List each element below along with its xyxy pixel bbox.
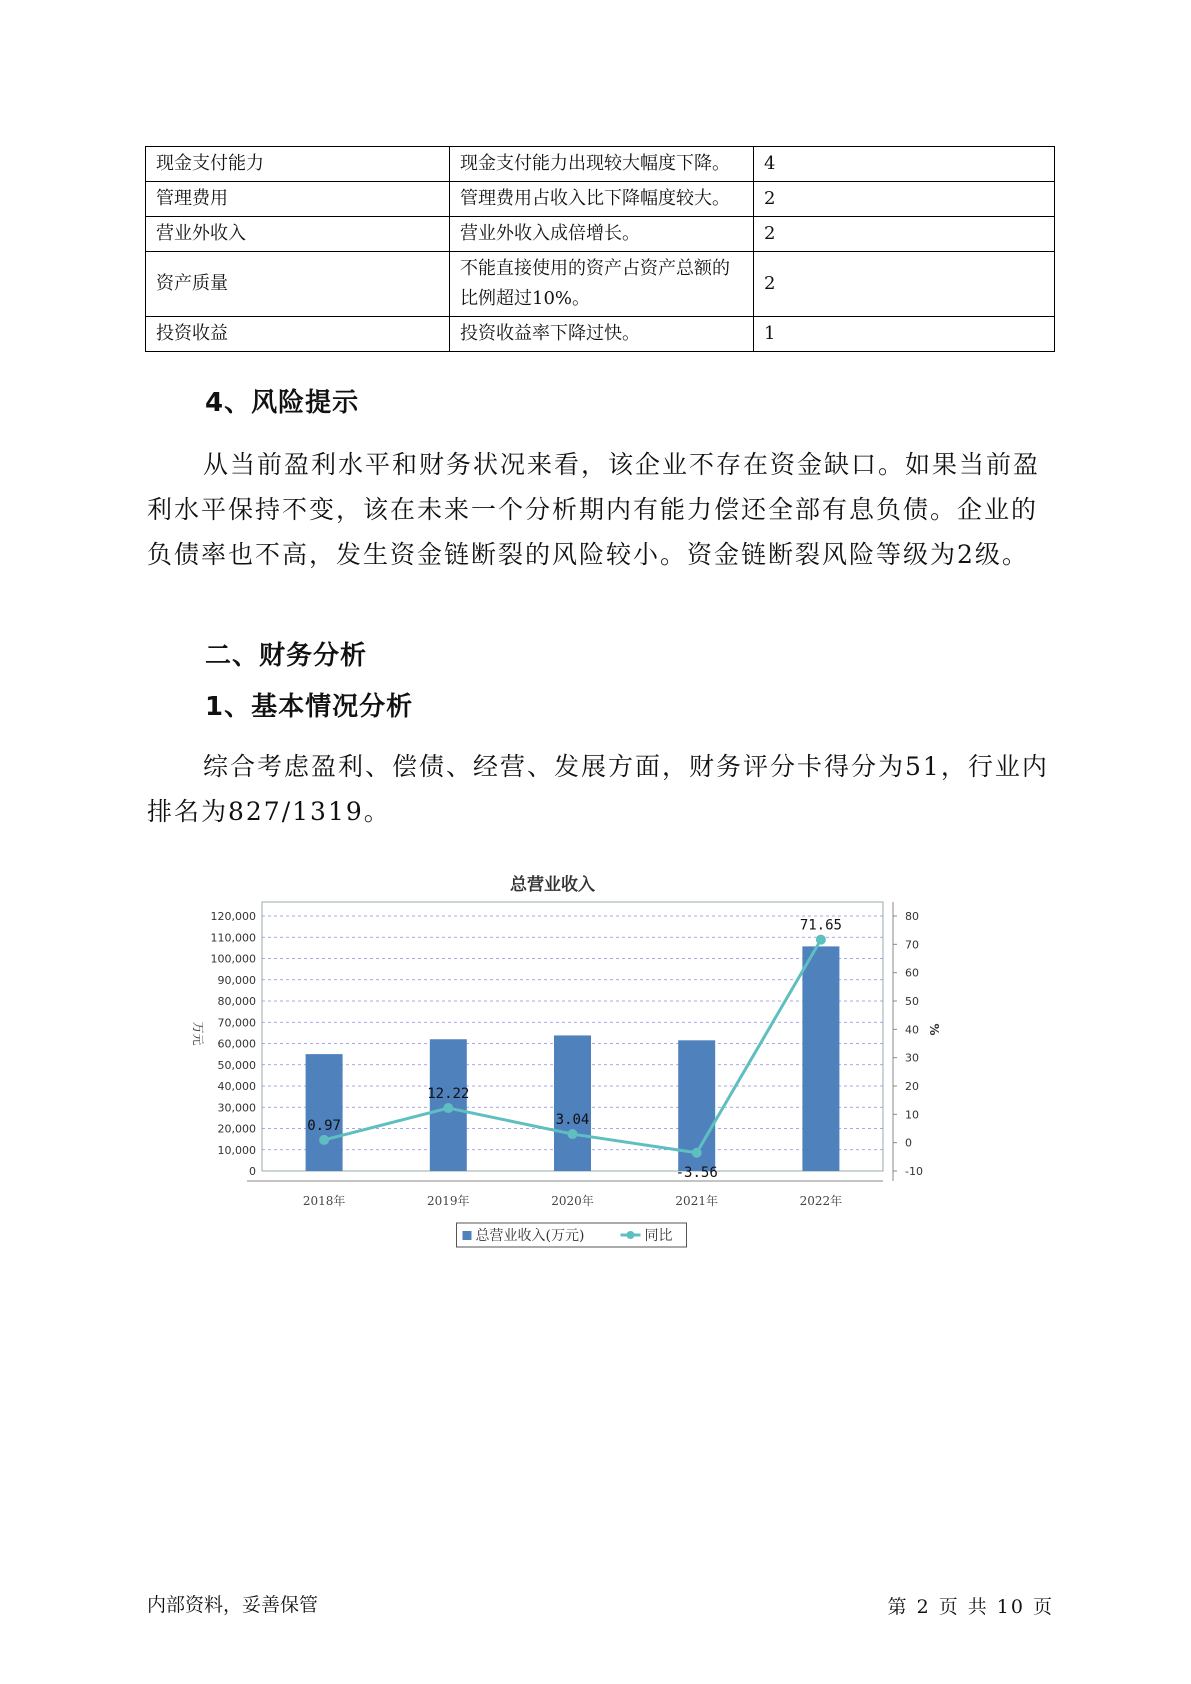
y2-tick-label: 70: [905, 938, 919, 952]
legend-bar-label: 总营业收入(万元): [475, 1228, 585, 1244]
risk-item: 现金支付能力: [146, 147, 450, 182]
y-tick-label: 90,000: [217, 973, 256, 987]
yoy-data-label: 3.04: [555, 1112, 590, 1129]
legend-line-label: 同比: [644, 1228, 673, 1244]
table-row: [146, 317, 1055, 352]
y-tick-label: 60,000: [217, 1037, 256, 1051]
risk-description: 管理费用占收入比下降幅度较大。: [450, 182, 754, 217]
risk-description: 现金支付能力出现较大幅度下降。: [450, 147, 754, 182]
revenue-chart: [180, 860, 1040, 1320]
basic-analysis-heading: 1、基本情况分析: [205, 692, 414, 722]
risk-description: 投资收益率下降过快。: [450, 317, 754, 352]
yoy-point: [319, 1135, 329, 1145]
yoy-data-label: 12.22: [427, 1086, 470, 1103]
risk-factor-table: [145, 146, 1055, 352]
y-tick-label: 70,000: [217, 1016, 256, 1030]
risk-description: 不能直接使用的资产占资产总额的比例超过10%。: [450, 252, 754, 317]
revenue-chart-svg: [180, 860, 1040, 1320]
y-tick-label: 10,000: [217, 1143, 256, 1157]
y2-tick-label: -10: [905, 1165, 923, 1178]
y-tick-label: 0: [249, 1165, 256, 1178]
chart-title: 总营业收入: [510, 875, 595, 895]
yoy-data-label: 0.97: [307, 1117, 341, 1134]
yoy-data-label: -3.56: [675, 1164, 718, 1181]
risk-description: 营业外收入成倍增长。: [450, 217, 754, 252]
yoy-point: [816, 935, 826, 945]
footer-page-number: 第 2 页 共 10 页: [887, 1596, 1054, 1618]
y-axis-label: 万元: [191, 1021, 205, 1046]
x-tick-label: 2021年: [675, 1194, 718, 1208]
x-tick-label: 2019年: [427, 1194, 470, 1208]
risk-paragraph: 从当前盈利水平和财务状况来看，该企业不存在资金缺口。如果当前盈利水平保持不变，该在未来一个分析期内有能力偿还全部有息负债。企业的负债率也不高，发生资金链断裂的风险较小。资金链断裂风险等级为2级。: [147, 450, 1041, 569]
y-tick-label: 50,000: [217, 1058, 256, 1072]
y-tick-label: 40,000: [217, 1080, 256, 1093]
y2-tick-label: 0: [905, 1136, 912, 1150]
y-tick-label: 20,000: [217, 1122, 256, 1136]
y2-tick-label: 80: [905, 910, 919, 923]
bar: [306, 1054, 343, 1171]
yoy-point: [443, 1103, 453, 1113]
bar: [554, 1035, 591, 1171]
legend-bar-swatch: [463, 1231, 472, 1240]
y-tick-label: 80,000: [217, 995, 256, 1008]
yoy-data-label: 71.65: [799, 917, 842, 934]
risk-item: 管理费用: [146, 182, 450, 217]
legend-line-marker: [627, 1231, 635, 1239]
y2-axis-label: %: [927, 1023, 941, 1036]
table-row: [146, 182, 1055, 217]
y-tick-label: 120,000: [210, 910, 256, 923]
risk-item: 资产质量: [146, 252, 450, 317]
y2-tick-label: 30: [905, 1051, 919, 1065]
yoy-point: [692, 1148, 702, 1158]
basic-analysis-paragraph: 综合考虑盈利、偿债、经营、发展方面，财务评分卡得分为51，行业内排名为827/1319。: [147, 752, 1049, 826]
risk-level: 1: [754, 317, 1055, 352]
risk-heading: 4、风险提示: [205, 388, 360, 418]
risk-level: 2: [754, 252, 1055, 317]
y2-tick-label: 40: [905, 1023, 919, 1037]
risk-level: 2: [754, 182, 1055, 217]
y2-tick-label: 60: [905, 966, 919, 980]
x-tick-label: 2022年: [799, 1194, 843, 1208]
footer-confidential: 内部资料，妥善保管: [147, 1594, 319, 1616]
table-row: [146, 217, 1055, 252]
yoy-point: [568, 1129, 578, 1139]
finance-heading: 二、财务分析: [205, 641, 368, 671]
bar: [802, 946, 839, 1171]
y-tick-label: 110,000: [210, 931, 256, 945]
y-tick-label: 100,000: [210, 952, 256, 966]
risk-item: 营业外收入: [146, 217, 450, 252]
x-tick-label: 2020年: [551, 1194, 594, 1208]
risk-level: 2: [754, 217, 1055, 252]
x-tick-label: 2018年: [302, 1194, 346, 1208]
y2-tick-label: 20: [905, 1080, 919, 1093]
table-row: [146, 252, 1055, 317]
risk-item: 投资收益: [146, 317, 450, 352]
y2-tick-label: 50: [905, 995, 919, 1008]
table-row: [146, 147, 1055, 182]
y-tick-label: 30,000: [217, 1101, 256, 1115]
risk-level: 4: [754, 147, 1055, 182]
y2-tick-label: 10: [905, 1108, 919, 1122]
